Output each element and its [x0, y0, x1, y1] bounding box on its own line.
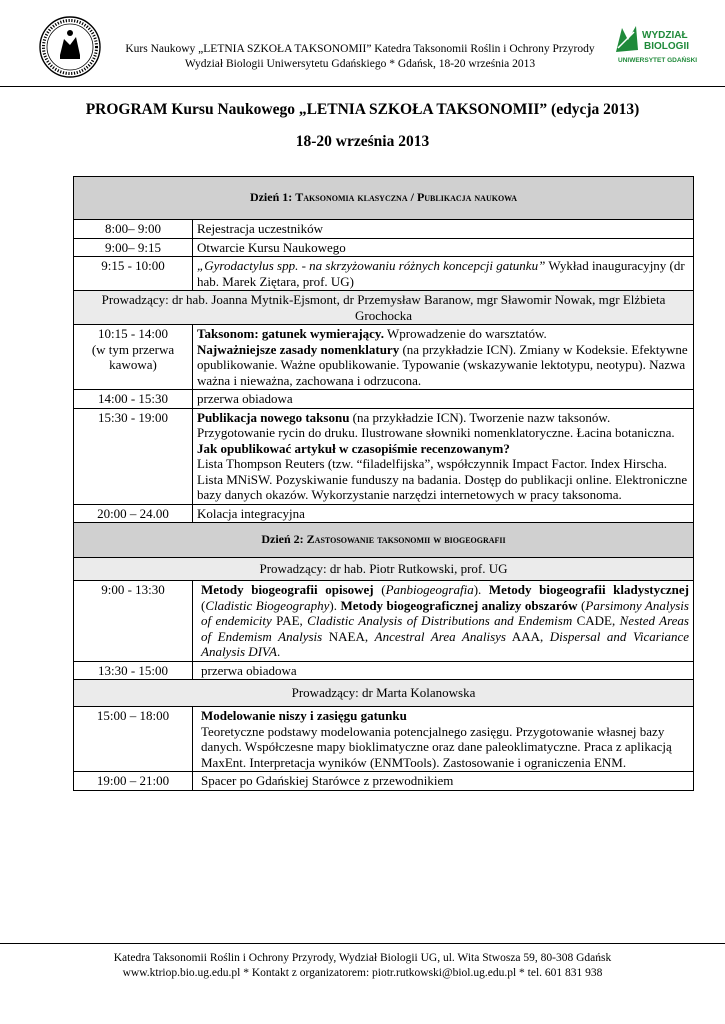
plain-text: (na przykładzie ICN). Tworzenie nazw taksonów. Przygotowanie rycin do druku. Ilustrowane słowniki nomenklatoryczne. Łacina botaniczna.: [197, 409, 675, 440]
time-line: (w tym przerwa: [91, 341, 175, 357]
lecture-title: „Gyrodactylus spp. - na skrzyżowaniu różnych koncepcji gatunku”: [197, 258, 546, 273]
row-text: Metody biogeografii opisowej (Panbiogeografia). Metody biogeografii kladystycznej (Cladistic Biogeography). Metody biogeograficznej analizy obszarów (Parsimony Analysis of endemicity PAE, Cladistic Analysis of Distributions and Endemism CADE, Nested Areas of Endemism Analysis NAEA, Ancestral Area Analisys AAA, Dispersal and Vicariance Analysis DIVA.: [193, 581, 694, 662]
plain-text: (na przykładzie ICN). Zmiany w Kodeksie. Efektywne opublikowanie. Ważne opublikowanie. Typowanie (wskazywanie lektotypu, neotypu). Nazwa ważna i nieważna, zachowana i odrzucona.: [197, 341, 688, 388]
day2-title: Zastosowanie taksonomii w biogeografii: [306, 532, 506, 547]
table-row: [74, 390, 694, 409]
lead-row: [74, 680, 694, 707]
row-time: 8:00– 9:00: [74, 220, 193, 239]
footer: [0, 951, 725, 981]
university-seal-logo: [38, 15, 102, 79]
footer-line-1: Katedra Taksonomii Roślin i Ochrony Przyrody, Wydział Biologii UG, ul. Wita Stwosza 59, 80-308 Gdańsk: [113, 952, 612, 964]
day1-label: Dzień 1:: [249, 190, 296, 205]
day1-title: Taksonomia klasyczna / Publikacja naukowa: [295, 190, 518, 205]
table-row: [74, 257, 694, 291]
row-text: [193, 707, 694, 772]
footer-rule: [0, 943, 725, 944]
table-row: [74, 238, 694, 257]
leaf-icon: [614, 24, 640, 54]
lead-text: Prowadzący: dr hab. Joanna Mytnik-Ejsmont, dr Przemysław Baranow, mgr Sławomir Nowak, mgr Elżbieta Grochocka: [74, 291, 694, 325]
row-text: [193, 325, 694, 390]
lead-text: Prowadzący: dr hab. Piotr Rutkowski, prof. UG: [74, 558, 694, 581]
table-row: [74, 661, 694, 680]
lead-text: Prowadzący: dr Marta Kolanowska: [74, 680, 694, 707]
row-time: 19:00 – 21:00: [74, 772, 193, 791]
table-row: [74, 220, 694, 239]
table-row: [74, 707, 694, 772]
table-row: [74, 772, 694, 791]
row-time: 15:00 – 18:00: [74, 707, 193, 772]
logo-text-1: WYDZIAŁ: [642, 30, 688, 41]
header-line-2: Wydział Biologii Uniwersytetu Gdańskiego * Gdańsk, 18-20 września 2013: [184, 58, 536, 70]
bold-text: Jak opublikować artykuł w czasopiśmie recenzowanym?: [197, 440, 510, 456]
row-text: przerwa obiadowa: [193, 661, 694, 680]
time-line: 10:15 - 14:00: [97, 326, 169, 341]
row-time: [74, 325, 193, 390]
lecture-desc: Wykład inauguracyjny (dr hab. Marek Ziętara, prof. UG): [197, 258, 685, 289]
row-time: 9:00 - 13:30: [74, 581, 193, 662]
plain-text: Lista Thompson Reuters (tzw. “filadelfijska”, współczynnik Impact Factor. Index Hirscha. Lista MNiSW. Pozyskiwanie funduszy na badania. Dostęp do publikacji online. Elektroniczne bazy danych okazów. Wykorzystanie narzędzi internetowych w pracy taksonoma.: [197, 456, 688, 502]
header-rule: [0, 86, 725, 87]
bold-text: Modelowanie niszy i zasięgu gatunku: [201, 708, 407, 723]
page-subtitle: 18-20 września 2013: [295, 133, 430, 150]
row-time: 13:30 - 15:00: [74, 661, 193, 680]
table-row: [74, 408, 694, 504]
day2-heading-row: [74, 523, 694, 558]
faculty-logo: [614, 24, 698, 84]
plain-text: Wprowadzenie do warsztatów.: [383, 326, 547, 341]
logo-text-3: UNIWERSYTET GDAŃSKI: [618, 57, 698, 64]
logo-text-2: BIOLOGII: [644, 41, 689, 52]
footer-line-2: www.ktriop.bio.ug.edu.pl * Kontakt z organizatorem: piotr.rutkowski@biol.ug.edu.pl * tel. 601 831 938: [122, 967, 603, 979]
table-row: [74, 504, 694, 523]
page-title: PROGRAM Kursu Naukowego „LETNIA SZKOŁA TAKSONOMII” (edycja 2013): [85, 101, 640, 118]
bold-text: Publikacja nowego taksonu: [197, 409, 350, 425]
row-text: Rejestracja uczestników: [193, 220, 694, 239]
program-table: [73, 176, 694, 791]
row-text: [193, 257, 694, 291]
time-line: kawowa): [109, 357, 157, 372]
row-time: 9:00– 9:15: [74, 238, 193, 257]
row-time: 9:15 - 10:00: [74, 257, 193, 291]
row-time: 20:00 – 24.00: [74, 504, 193, 523]
table-row: [74, 581, 694, 662]
day2-label: Dzień 2:: [261, 532, 307, 547]
row-text: Spacer po Gdańskiej Starówce z przewodnikiem: [193, 772, 694, 791]
day1-heading-row: [74, 177, 694, 220]
row-text: przerwa obiadowa: [193, 390, 694, 409]
bold-text: Taksonom: gatunek wymierający.: [197, 326, 384, 341]
row-text: Otwarcie Kursu Naukowego: [193, 238, 694, 257]
row-time: 14:00 - 15:30: [74, 390, 193, 409]
lead-row: [74, 291, 694, 325]
plain-text: Teoretyczne podstawy modelowania potencjalnego zasięgu. Przygotowanie własnej bazy danych. Współczesne mapy bioklimatyczne oraz dane paleoklimatyczne. Praca z aplikacją MaxEnt. Interpretacja wyników (ENMTools). Zastosowanie i ograniczenia ENM.: [201, 723, 672, 770]
bold-text: Najważniejsze zasady nomenklatury: [197, 341, 400, 357]
header-line-1: Kurs Naukowy „LETNIA SZKOŁA TAKSONOMII” Katedra Taksonomii Roślin i Ochrony Przyrody: [125, 43, 595, 55]
row-text: Kolacja integracyjna: [193, 504, 694, 523]
row-time: 15:30 - 19:00: [74, 408, 193, 504]
lead-row: [74, 558, 694, 581]
row-text: [193, 408, 694, 504]
table-row: [74, 325, 694, 390]
